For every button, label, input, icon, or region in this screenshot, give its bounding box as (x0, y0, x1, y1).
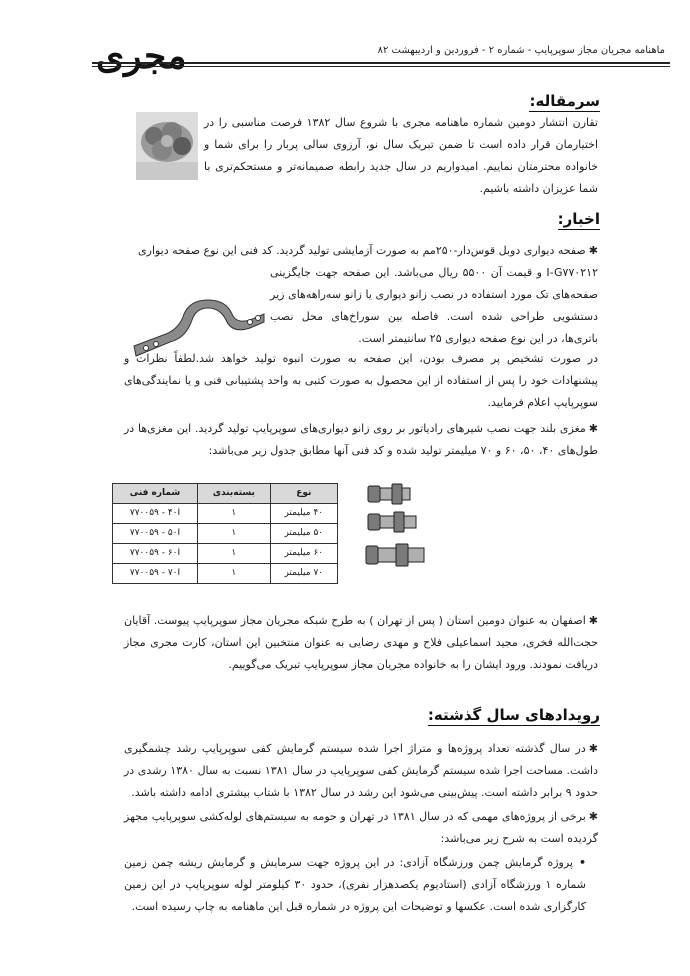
table-header-row (113, 484, 338, 504)
events-bullet-1: •پروژه گرمایش چمن ورزشگاه آزادی: در این پروژه جهت سرمایش و گرمایش ریشه چمن زمین شماره ۱ ورزشگاه آزادی (استادیوم یکصدهزار نفری)، حدود ۳۰ کیلومتر لوله سوپرپایپ در این زمین کارگزاری شده است. عکسها و توضیحات این پروژه در شماره قبل این ماهنامه به چاپ رسیده است. (124, 856, 586, 913)
masthead: ماهنامه مجریان مجاز سوپرپایپ - شماره ۲ - فروردین و اردیبهشت ۸۲ (377, 45, 665, 56)
events-item-1: ✱در سال گذشته تعداد پروژه‌ها و متراژ اجرا شده سیستم گرمایش کفی سوپرپایپ رشد چشمگیری داشت. مساحت اجرا شده سیستم گرمایش کفی سوپرپایپ در سال ۱۳۸۱ نسبت به سال ۱۳۸۰ رشدی در حدود ۹ برابر داشته است. پیش‌بینی می‌شود این رشد در سال ۱۳۸۲ با شتاب بیشتری ادامه داشته باشد. (124, 742, 599, 799)
news-item-3: ✱اصفهان به عنوان دومین استان ( پس از تهران ) به طرح شبکه مجریان مجاز سوپرپایپ پیوست. آقایان حجت‌الله فخری، مجید اسماعیلی فلاح و مهدی رضایی به عنوان منتخبین این استان، کارت مجری مجاز دریافت نمودند. ورود ایشان را به خانواده مجریان مجاز سوپرپایپ تبریک می‌گوییم. (124, 614, 598, 671)
table-cell: ۷۷۰۰۵۹ - ۵۰I (113, 524, 198, 544)
news-item-1-body: I-G۷۷۰۲۱۲ و قیمت آن ۵۵۰۰ ریال می‌باشد. این صفحه جهت جایگزینی صفحه‌های تک مورد استفاده در نصب زانو دیواری یا زانو سه‌راهه‌های زیر دستشویی طراحی شده است. فاصله بین سوراخ‌های محل نصب باتری‌ها، در این نوع صفحه دیواری ۲۵ سانتیمتر است. (270, 266, 598, 345)
editorial-text: تقارن انتشار دومین شماره ماهنامه مجری با شروع سال ۱۳۸۲ فرصت مناسبی را در اختیارمان قرار داده است تا ضمن تبریک سال نو، آرزوی سالی پربار را برای شما و خانواده محترمتان نماییم. امیدواریم در سال جدید رابطه صمیمانه‌تر و مستحکم‌تری با شما عزیزان داشته باشیم. (204, 116, 598, 195)
table-cell: ۷۷۰۰۵۹ - ۷۰I (113, 564, 198, 584)
table-row (113, 564, 338, 584)
nipple-spec-table (112, 483, 338, 584)
events-item-2: ✱برخی از پروژه‌های مهمی که در سال ۱۳۸۱ در تهران و حومه به سیستم‌های لوله‌کشی سوپرپایپ مجهز گردیده است به شرح زیر می‌باشد: (124, 810, 599, 845)
table-cell: ۵۰ میلیمتر (270, 524, 337, 544)
asterisk-icon: ✱ (588, 614, 598, 627)
table-row (113, 544, 338, 564)
asterisk-icon: ✱ (588, 742, 598, 755)
events-heading: رویدادهای سال گذشته: (427, 706, 600, 724)
table-cell: ۱ (198, 544, 271, 564)
editorial-heading: سرمقاله: (529, 92, 600, 110)
table-cell: ۷۷۰۰۵۹ - ۶۰I (113, 544, 198, 564)
table-row (113, 504, 338, 524)
table-header: بسته‌بندی (198, 484, 271, 504)
header-rule (92, 62, 670, 64)
news-item-1-tail: در صورت تشخیص پر مصرف بودن، این صفحه به صورت انبوه تولید خواهد شد.لطفاً نظرات و پیشنهادات خود را پس از استفاده از این محصول به صورت کتبی به واحد پشتیبانی فنی و یا نمایندگی‌های سوپرپایپ اعلام فرمایید. (124, 352, 598, 409)
table-cell: ۷۰ میلیمتر (270, 564, 337, 584)
table-cell: ۱ (198, 524, 271, 544)
table-cell: ۶۰ میلیمتر (270, 544, 337, 564)
table-cell: ۴۰ میلیمتر (270, 504, 337, 524)
table-header: شماره فنی (113, 484, 198, 504)
header-rule-thin (92, 66, 670, 67)
logo: مجری (96, 35, 187, 77)
nipple-fitting-images (362, 478, 434, 578)
news-heading: اخبار: (557, 210, 600, 228)
news-item-1-line-1: ✱صفحه دیواری دوبل قوس‌دار-۲۵۰مم به صورت آزمایشی تولید گردید. کد فنی این نوع صفحه دیواری (138, 244, 598, 257)
asterisk-icon: ✱ (588, 422, 598, 435)
flower-photo (136, 112, 198, 180)
table-cell: ۱ (198, 564, 271, 584)
asterisk-icon: ✱ (588, 810, 599, 823)
table-cell: ۱ (198, 504, 271, 524)
bullet-icon: • (578, 856, 586, 869)
table-header: نوع (270, 484, 337, 504)
news-item-2: ✱مغزی بلند جهت نصب شیرهای رادیاتور بر روی زانو دیواری‌های سوپرپایپ تولید گردید. این مغزی‌ها در طول‌های ۴۰، ۵۰، ۶۰ و ۷۰ میلیمتر تولید شده و کد فنی آنها مطابق جدول زیر می‌باشد: (124, 422, 598, 457)
asterisk-icon: ✱ (588, 244, 598, 257)
table-cell: ۷۷۰۰۵۹ - ۴۰I (113, 504, 198, 524)
table-row (113, 524, 338, 544)
